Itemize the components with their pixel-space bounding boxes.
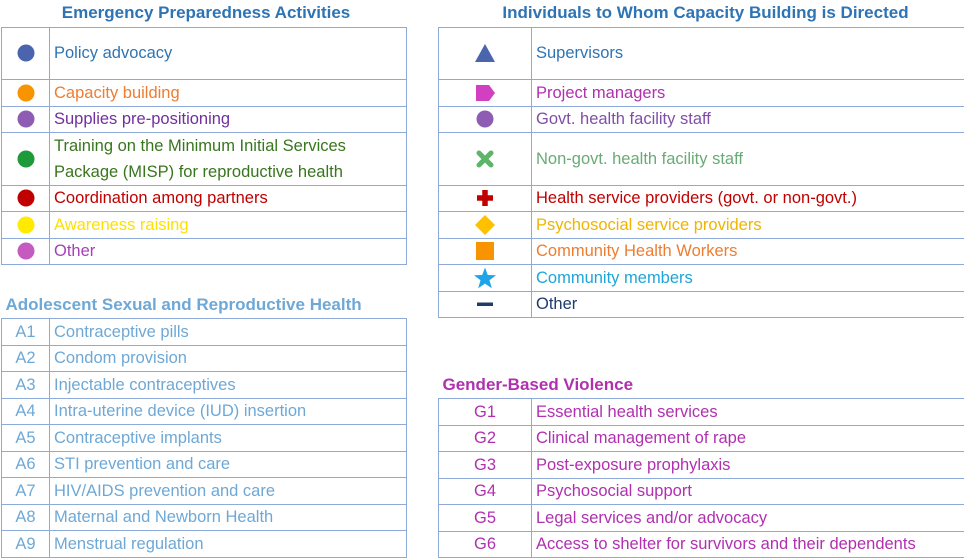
- circle-icon: [15, 83, 37, 101]
- individual-label: Other: [532, 291, 964, 317]
- table-row: [2, 504, 407, 530]
- emergency-preparedness-table: [1, 0, 407, 265]
- item-code: A9: [2, 530, 50, 557]
- table-row: [439, 504, 964, 531]
- table-row: [2, 451, 407, 477]
- item-code: G5: [439, 504, 532, 531]
- activity-label: Supplies pre-positioning: [50, 106, 407, 132]
- asrh-table: [1, 292, 407, 558]
- list-item: [2, 211, 407, 238]
- circle-icon: [15, 109, 37, 127]
- list-item: [439, 264, 964, 291]
- list-item: [439, 79, 964, 106]
- item-label: HIV/AIDS prevention and care: [50, 477, 407, 504]
- table-row: [2, 424, 407, 451]
- circle-icon: [474, 109, 496, 127]
- item-label: Contraceptive pills: [50, 318, 407, 345]
- list-item: [439, 27, 964, 79]
- activity-label: Awareness raising: [50, 211, 407, 238]
- item-code: G1: [439, 398, 532, 425]
- item-label: Post-exposure prophylaxis: [532, 451, 964, 478]
- emergency-title: Emergency Preparedness Activities: [2, 0, 407, 27]
- item-code: A3: [2, 371, 50, 398]
- item-code: A1: [2, 318, 50, 345]
- x-icon: [474, 149, 496, 167]
- asrh-title: Adolescent Sexual and Reproductive Health: [2, 292, 407, 318]
- table-row: [439, 478, 964, 504]
- activity-label: Training on the Minimum Initial Services Package (MISP) for reproductive health: [50, 132, 407, 185]
- item-code: G4: [439, 478, 532, 504]
- table-row: [439, 531, 964, 557]
- individual-label: Community members: [532, 264, 964, 291]
- item-code: A2: [2, 345, 50, 371]
- item-code: G3: [439, 451, 532, 478]
- item-code: A4: [2, 398, 50, 424]
- triangle-icon: [474, 43, 496, 61]
- list-item: [2, 27, 407, 79]
- individual-label: Supervisors: [532, 27, 964, 79]
- individual-label: Project managers: [532, 79, 964, 106]
- list-item: [439, 106, 964, 132]
- item-label: Access to shelter for survivors and their dependents: [532, 531, 964, 557]
- list-item: [2, 106, 407, 132]
- table-row: [2, 318, 407, 345]
- individual-label: Non-govt. health facility staff: [532, 132, 964, 185]
- item-code: A7: [2, 477, 50, 504]
- item-code: G2: [439, 425, 532, 451]
- table-row: [439, 398, 964, 425]
- item-label: Injectable contraceptives: [50, 371, 407, 398]
- item-label: Legal services and/or advocacy: [532, 504, 964, 531]
- table-row: [2, 345, 407, 371]
- list-item: [439, 211, 964, 238]
- item-code: A8: [2, 504, 50, 530]
- table-row: [2, 477, 407, 504]
- circle-icon: [15, 149, 37, 167]
- individual-label: Psychosocial service providers: [532, 211, 964, 238]
- list-item: [2, 79, 407, 106]
- list-item: [439, 291, 964, 317]
- individual-label: Health service providers (govt. or non-govt.): [532, 185, 964, 211]
- activity-label: Capacity building: [50, 79, 407, 106]
- gbv-table: [438, 372, 964, 558]
- capacity-building-individuals-table: [438, 0, 964, 318]
- item-code: G6: [439, 531, 532, 557]
- individual-label: Govt. health facility staff: [532, 106, 964, 132]
- individuals-title: Individuals to Whom Capacity Building is Directed: [439, 0, 964, 27]
- list-item: [439, 132, 964, 185]
- activity-label: Other: [50, 238, 407, 264]
- circle-icon: [15, 43, 37, 61]
- item-label: Intra-uterine device (IUD) insertion: [50, 398, 407, 424]
- table-row: [2, 398, 407, 424]
- circle-icon: [15, 241, 37, 259]
- item-label: Menstrual regulation: [50, 530, 407, 557]
- circle-icon: [15, 215, 37, 233]
- item-label: Maternal and Newborn Health: [50, 504, 407, 530]
- table-row: [439, 451, 964, 478]
- cross-icon: [474, 188, 496, 206]
- table-row: [439, 425, 964, 451]
- item-label: STI prevention and care: [50, 451, 407, 477]
- list-item: [2, 185, 407, 211]
- item-label: Clinical management of rape: [532, 425, 964, 451]
- activity-label: Policy advocacy: [50, 27, 407, 79]
- item-code: A5: [2, 424, 50, 451]
- star-icon: [474, 268, 496, 286]
- table-row: [2, 371, 407, 398]
- list-item: [2, 238, 407, 264]
- item-label: Condom provision: [50, 345, 407, 371]
- item-label: Contraceptive implants: [50, 424, 407, 451]
- dash-icon: [474, 294, 496, 312]
- activity-label: Coordination among partners: [50, 185, 407, 211]
- circle-icon: [15, 188, 37, 206]
- diamond-icon: [474, 215, 496, 233]
- item-label: Essential health services: [532, 398, 964, 425]
- item-code: A6: [2, 451, 50, 477]
- gbv-title: Gender-Based Violence: [439, 372, 964, 398]
- individual-label: Community Health Workers: [532, 238, 964, 264]
- table-row: [2, 530, 407, 557]
- list-item: [439, 185, 964, 211]
- square-icon: [474, 241, 496, 259]
- list-item: [2, 132, 407, 185]
- item-label: Psychosocial support: [532, 478, 964, 504]
- tag-icon: [474, 83, 496, 101]
- list-item: [439, 238, 964, 264]
